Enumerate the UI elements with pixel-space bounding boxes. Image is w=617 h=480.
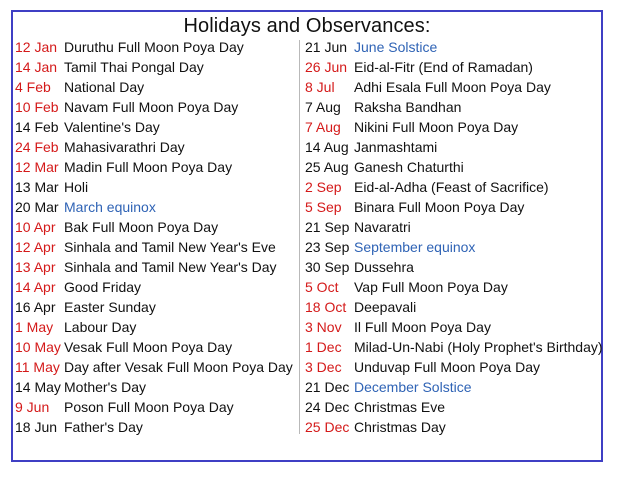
holiday-date: 2 Sep: [305, 179, 342, 195]
holiday-date: 13 Mar: [15, 179, 59, 195]
holiday-date: 7 Aug: [305, 99, 341, 115]
holiday-date: 21 Sep: [305, 219, 350, 235]
holiday-row: [15, 117, 293, 137]
holiday-row: [305, 137, 603, 157]
holiday-name: Sinhala and Tamil New Year's Eve: [64, 239, 276, 255]
holiday-row: [305, 277, 603, 297]
holiday-row: [305, 97, 603, 117]
holiday-name[interactable]: June Solstice: [354, 39, 438, 55]
holiday-row: [305, 237, 603, 257]
holiday-name: Mother's Day: [64, 379, 147, 395]
holiday-name: Adhi Esala Full Moon Poya Day: [354, 79, 551, 95]
column-divider: [299, 40, 300, 434]
holiday-name: Deepavali: [354, 299, 417, 315]
holiday-name: Unduvap Full Moon Poya Day: [354, 359, 540, 375]
holiday-row: [305, 257, 603, 277]
holiday-date: 24 Feb: [15, 139, 59, 155]
holiday-row: [305, 117, 603, 137]
holiday-date: 13 Apr: [15, 259, 56, 275]
holiday-name: Christmas Day: [354, 419, 446, 435]
holiday-date: 4 Feb: [15, 79, 51, 95]
holiday-name: Eid-al-Adha (Feast of Sacrifice): [354, 179, 549, 195]
holiday-date: 10 May: [15, 339, 61, 355]
holiday-name: Navam Full Moon Poya Day: [64, 99, 239, 115]
holiday-name: Ganesh Chaturthi: [354, 159, 464, 175]
holiday-row: [305, 337, 603, 357]
holiday-name: Christmas Eve: [354, 399, 446, 415]
holiday-row: [305, 37, 603, 57]
holiday-date: 12 Apr: [15, 239, 56, 255]
holiday-name: Easter Sunday: [64, 299, 156, 315]
holidays-panel: [11, 10, 603, 462]
holiday-name[interactable]: March equinox: [64, 199, 156, 215]
holiday-name: Valentine's Day: [64, 119, 160, 135]
holiday-date: 11 May: [15, 359, 60, 375]
holiday-date: 18 Oct: [305, 299, 347, 315]
holiday-date: 1 Dec: [305, 339, 342, 355]
holiday-date: 14 Feb: [15, 119, 59, 135]
holiday-row: [305, 297, 603, 317]
holiday-row: [305, 417, 603, 437]
holiday-name: Vesak Full Moon Poya Day: [64, 339, 233, 355]
holiday-name: Vap Full Moon Poya Day: [354, 279, 508, 295]
holiday-name: Navaratri: [354, 219, 411, 235]
holiday-date: 5 Sep: [305, 199, 342, 215]
holiday-name: Raksha Bandhan: [354, 99, 462, 115]
left-column: [15, 37, 293, 437]
holiday-date: 30 Sep: [305, 259, 350, 275]
holiday-name: National Day: [64, 79, 145, 95]
holiday-name: Mahasivarathri Day: [64, 139, 185, 155]
holiday-date: 5 Oct: [305, 279, 339, 295]
holiday-row: [15, 217, 293, 237]
holiday-row: [15, 357, 293, 377]
holiday-date: 12 Jan: [15, 39, 58, 55]
holiday-name: Labour Day: [64, 319, 137, 335]
holiday-row: [305, 397, 603, 417]
holiday-row: [15, 297, 293, 317]
panel-title: Holidays and Observances:: [183, 15, 431, 37]
holiday-date: 24 Dec: [305, 399, 350, 415]
holiday-name: Day after Vesak Full Moon Poya Day: [64, 359, 293, 375]
holiday-date: 10 Feb: [15, 99, 59, 115]
holiday-row: [15, 257, 293, 277]
right-column: [305, 37, 603, 437]
holiday-name: Bak Full Moon Poya Day: [64, 219, 219, 235]
holiday-name: Dussehra: [354, 259, 414, 275]
holiday-date: 12 Mar: [15, 159, 59, 175]
holiday-name: Binara Full Moon Poya Day: [354, 199, 525, 215]
holiday-row: [15, 197, 293, 217]
holiday-date: 16 Apr: [15, 299, 56, 315]
holiday-row: [305, 197, 603, 217]
holiday-date: 26 Jun: [305, 59, 348, 75]
holiday-date: 10 Apr: [15, 219, 56, 235]
holiday-name: Nikini Full Moon Poya Day: [354, 119, 519, 135]
holiday-date: 1 May: [15, 319, 54, 335]
holiday-name: Poson Full Moon Poya Day: [64, 399, 234, 415]
holiday-row: [15, 377, 293, 397]
holiday-name: Good Friday: [64, 279, 142, 295]
holiday-row: [305, 57, 603, 77]
holiday-date: 14 Aug: [305, 139, 349, 155]
holiday-name[interactable]: September equinox: [354, 239, 476, 255]
holiday-date: 9 Jun: [15, 399, 50, 415]
holiday-row: [305, 377, 603, 397]
holiday-row: [15, 337, 293, 357]
holiday-date: 23 Sep: [305, 239, 350, 255]
holiday-date: 14 Apr: [15, 279, 56, 295]
holiday-date: 3 Dec: [305, 359, 342, 375]
holiday-name: Janmashtami: [354, 139, 438, 155]
holiday-row: [15, 57, 293, 77]
holiday-name: Sinhala and Tamil New Year's Day: [64, 259, 277, 275]
holiday-date: 25 Dec: [305, 419, 350, 435]
holiday-date: 8 Jul: [305, 79, 335, 95]
holiday-row: [15, 157, 293, 177]
holiday-row: [305, 317, 603, 337]
holiday-date: 18 Jun: [15, 419, 58, 435]
holiday-name: Holi: [64, 179, 89, 195]
holiday-name: Duruthu Full Moon Poya Day: [64, 39, 244, 55]
holiday-row: [15, 277, 293, 297]
holiday-date: 20 Mar: [15, 199, 59, 215]
holiday-row: [305, 77, 603, 97]
holiday-date: 14 Jan: [15, 59, 58, 75]
holiday-row: [305, 157, 603, 177]
holiday-row: [305, 217, 603, 237]
holiday-date: 7 Aug: [305, 119, 341, 135]
holiday-row: [15, 137, 293, 157]
holiday-name: Madin Full Moon Poya Day: [64, 159, 233, 175]
holiday-row: [15, 317, 293, 337]
holiday-name: Il Full Moon Poya Day: [354, 319, 491, 335]
holiday-date: 21 Jun: [305, 39, 348, 55]
holiday-row: [305, 357, 603, 377]
holiday-name: Eid-al-Fitr (End of Ramadan): [354, 59, 533, 75]
holiday-row: [15, 77, 293, 97]
holiday-row: [15, 397, 293, 417]
holiday-name: Father's Day: [64, 419, 143, 435]
holiday-row: [305, 177, 603, 197]
holiday-row: [15, 417, 293, 437]
holiday-date: 3 Nov: [305, 319, 342, 335]
holiday-date: 14 May: [15, 379, 61, 395]
holiday-date: 25 Aug: [305, 159, 349, 175]
holiday-name[interactable]: December Solstice: [354, 379, 472, 395]
holiday-name: Tamil Thai Pongal Day: [64, 59, 204, 75]
holiday-date: 21 Dec: [305, 379, 350, 395]
holiday-name: Milad-Un-Nabi (Holy Prophet's Birthday): [354, 339, 603, 355]
holiday-row: [15, 37, 293, 57]
holiday-row: [15, 97, 293, 117]
holiday-row: [15, 237, 293, 257]
holiday-row: [15, 177, 293, 197]
